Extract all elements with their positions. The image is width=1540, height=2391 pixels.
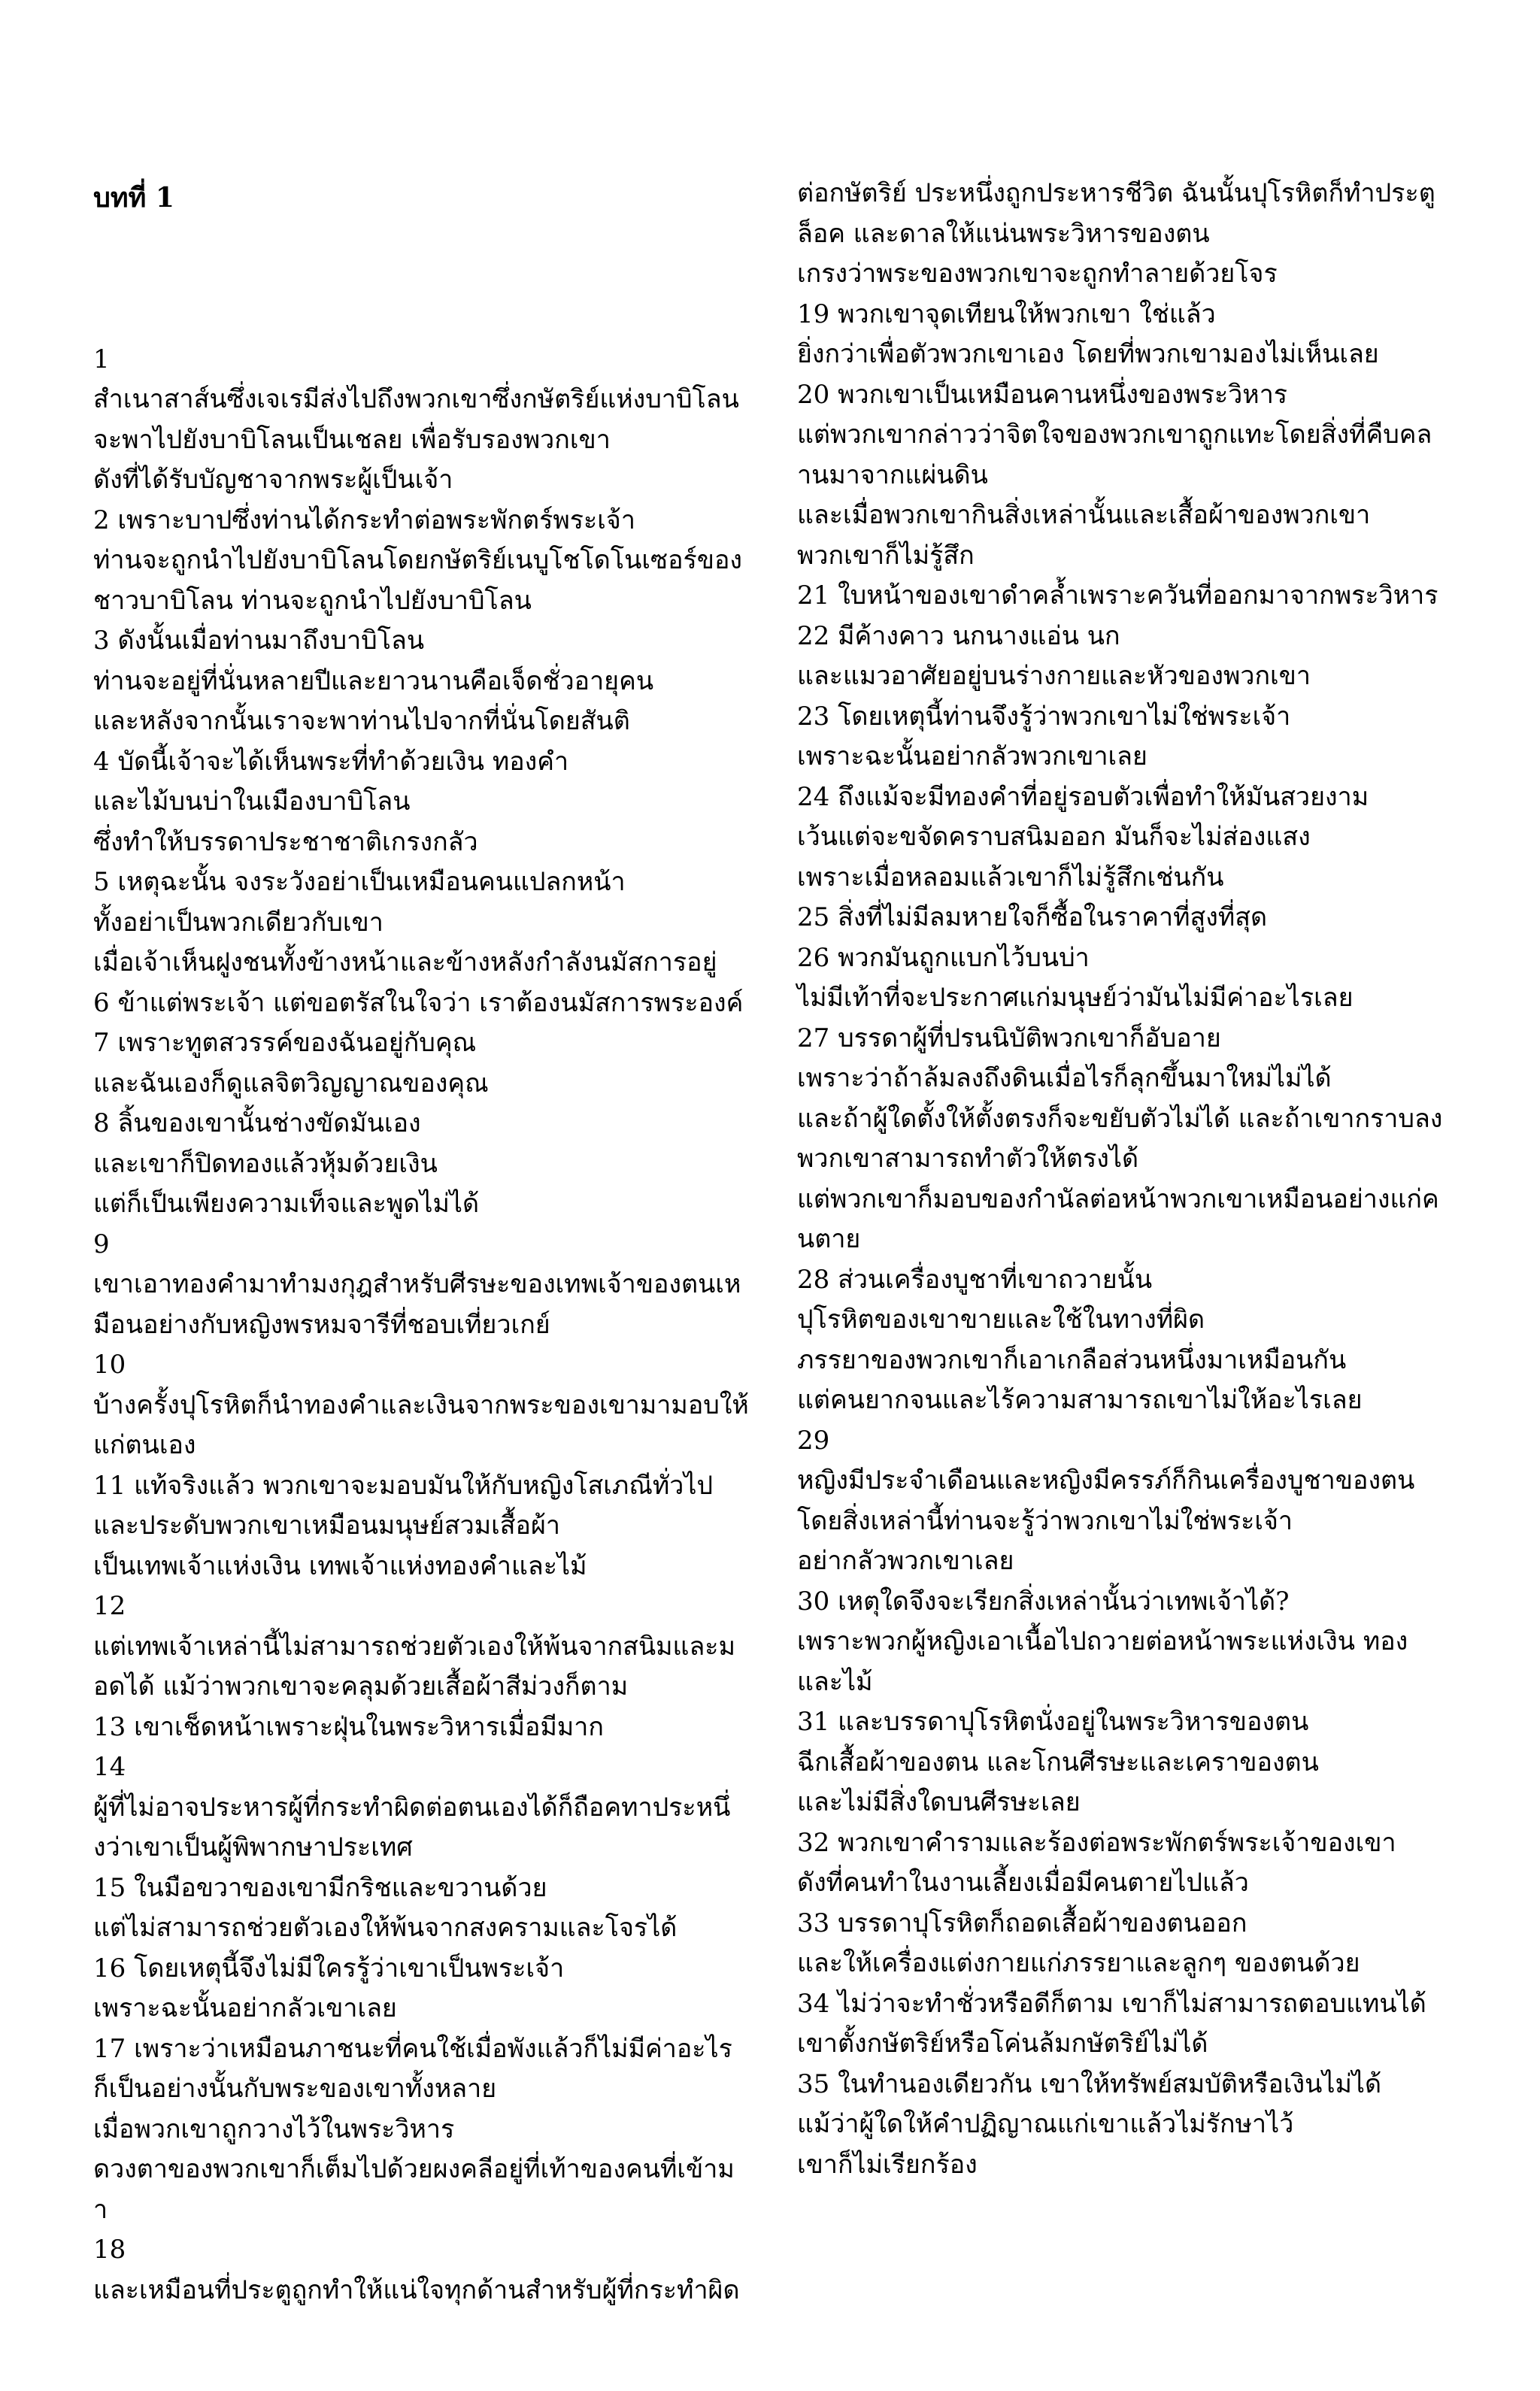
text-line: แต่คนยากจนและไร้ความสามารถเขาไม่ให้อะไรเลย bbox=[797, 1385, 1363, 1415]
text-line: และฉันเองก็ดูแลจิตวิญญาณของคุณ bbox=[93, 1068, 489, 1099]
text-line: 7 เพราะทูตสวรรค์ของฉันอยู่กับคุณ bbox=[93, 1028, 477, 1058]
text-line: 17 เพราะว่าเหมือนภาชนะที่คนใช้เมื่อพังแล้วก็ไม่มีค่าอะไร bbox=[93, 2033, 732, 2064]
text-line: 21 ใบหน้าของเขาดำคล้ำเพราะควันที่ออกมาจากพระวิหาร bbox=[797, 580, 1438, 611]
text-line: 12 bbox=[93, 1591, 126, 1621]
text-line: 33 บรรดาปุโรหิตก็ถอดเสื้อผ้าของตนออก bbox=[797, 1908, 1247, 1938]
text-line: เขาตั้งกษัตริย์หรือโค่นล้มกษัตริย์ไม่ได้ bbox=[797, 2029, 1208, 2059]
text-line: ทั้งอย่าเป็นพวกเดียวกับเขา bbox=[93, 907, 383, 938]
text-line: 8 ลิ้นของเขานั้นช่างขัดมันเอง bbox=[93, 1108, 421, 1138]
text-line: 30 เหตุใดจึงจะเรียกสิ่งเหล่านั้นว่าเทพเจ้าได้? bbox=[797, 1586, 1290, 1617]
text-line: และไม้ bbox=[797, 1666, 873, 1697]
text-line: เมื่อเจ้าเห็นฝูงชนทั้งข้างหน้าและข้างหลังกำลังนมัสการอยู่ bbox=[93, 947, 717, 977]
text-line: ดวงตาของพวกเขาก็เต็มไปด้วยผงคลีอยู่ที่เท้าของคนที่เข้าม bbox=[93, 2154, 735, 2184]
text-line: 31 และบรรดาปุโรหิตนั่งอยู่ในพระวิหารของตน bbox=[797, 1707, 1309, 1737]
left-column bbox=[93, 98, 755, 2391]
text-line: 4 บัดนี้เจ้าจะได้เห็นพระที่ทำด้วยเงิน ทองคำ bbox=[93, 746, 569, 777]
text-line: ล็อค และดาลให้แน่นพระวิหารของตน bbox=[797, 218, 1210, 249]
text-line: ไม่มีเท้าที่จะประกาศแก่มนุษย์ว่ามันไม่มีค่าอะไรเลย bbox=[797, 983, 1354, 1013]
text-line: และแมวอาศัยอยู่บนร่างกายและหัวของพวกเขา bbox=[797, 661, 1311, 691]
text-line: 10 bbox=[93, 1350, 126, 1380]
text-line: และเขาก็ปิดทองแล้วหุ้มด้วยเงิน bbox=[93, 1148, 438, 1179]
text-line: 13 เขาเช็ดหน้าเพราะฝุ่นในพระวิหารเมื่อมีมาก bbox=[93, 1711, 604, 1742]
text-line: เพราะฉะนั้นอย่ากลัวพวกเขาเลย bbox=[797, 741, 1147, 771]
text-line: 14 bbox=[93, 1752, 126, 1782]
text-line: และถ้าผู้ใดตั้งให้ตั้งตรงก็จะขยับตัวไม่ได้ และถ้าเขากราบลง bbox=[797, 1103, 1443, 1134]
right-text bbox=[797, 174, 1459, 2185]
text-line: หญิงมีประจำเดือนและหญิงมีครรภ์ก็กินเครื่องบูชาของตน bbox=[797, 1465, 1415, 1496]
chapter-heading: บทที่ 1 bbox=[93, 182, 174, 214]
text-line: และเหมือนที่ประตูถูกทำให้แน่ใจทุกด้านสำหรับผู้ที่กระทำผิด bbox=[93, 2274, 740, 2305]
text-line: อดได้ แม้ว่าพวกเขาจะคลุมด้วยเสื้อผ้าสีม่วงก็ตาม bbox=[93, 1671, 629, 1702]
text-line: เพราะพวกผู้หญิงเอาเนื้อไปถวายต่อหน้าพระแห่งเงิน ทอง bbox=[797, 1626, 1408, 1656]
text-line: 28 ส่วนเครื่องบูชาที่เขาถวายนั้น bbox=[797, 1264, 1153, 1295]
text-line: เพราะฉะนั้นอย่ากลัวเขาเลย bbox=[93, 1993, 397, 2023]
text-line: และไม่มีสิ่งใดบนศีรษะเลย bbox=[797, 1787, 1081, 1817]
text-line: 11 แท้จริงแล้ว พวกเขาจะมอบมันให้กับหญิงโสเภณีทั่วไป bbox=[93, 1470, 714, 1501]
text-line: เว้นแต่จะขจัดคราบสนิมออก มันก็จะไม่ส่องแสง bbox=[797, 822, 1311, 852]
text-line: อย่ากลัวพวกเขาเลย bbox=[797, 1546, 1014, 1576]
text-line: 15 ในมือขวาของเขามีกริชและขวานด้วย bbox=[93, 1872, 547, 1903]
text-line: ต่อกษัตริย์ ประหนึ่งถูกประหารชีวิต ฉันนั้นปุโรหิตก็ทำประตู bbox=[797, 178, 1435, 208]
text-line: งว่าเขาเป็นผู้พิพากษาประเทศ bbox=[93, 1832, 413, 1862]
text-line: เมื่อพวกเขาถูกวางไว้ในพระวิหาร bbox=[93, 2114, 455, 2144]
text-line: ท่านจะอยู่ที่นั่นหลายปีและยาวนานคือเจ็ดชั่วอายุคน bbox=[93, 665, 654, 696]
text-line: เขาเอาทองคำมาทำมงกุฎสำหรับศีรษะของเทพเจ้าของตนเห bbox=[93, 1269, 741, 1299]
text-line: 1 bbox=[93, 344, 110, 374]
text-line: เขาก็ไม่เรียกร้อง bbox=[797, 2149, 978, 2180]
text-line: 16 โดยเหตุนี้จึงไม่มีใครรู้ว่าเขาเป็นพระเจ้า bbox=[93, 1953, 565, 1983]
text-line: ดังที่คนทำในงานเลี้ยงเมื่อมีคนตายไปแล้ว bbox=[797, 1868, 1249, 1898]
text-line: 26 พวกมันถูกแบกไว้บนบ่า bbox=[797, 942, 1090, 973]
text-line: แต่พวกเขากล่าวว่าจิตใจของพวกเขาถูกแทะโดยสิ่งที่คืบคล bbox=[797, 420, 1432, 450]
text-line: 25 สิ่งที่ไม่มีลมหายใจก็ซื้อในราคาที่สูงที่สุด bbox=[797, 902, 1268, 932]
text-line: 9 bbox=[93, 1229, 110, 1259]
text-line: และหลังจากนั้นเราจะพาท่านไปจากที่นั่นโดยสันติ bbox=[93, 706, 630, 736]
text-line: เพราะว่าถ้าล้มลงถึงดินเมื่อไรก็ลุกขึ้นมาใหม่ไม่ได้ bbox=[797, 1063, 1332, 1093]
text-line: แต่พวกเขาก็มอบของกำนัลต่อหน้าพวกเขาเหมือนอย่างแก่ค bbox=[797, 1183, 1439, 1214]
text-line: 35 ในทำนองเดียวกัน เขาให้ทรัพย์สมบัติหรือเงินไม่ได้ bbox=[797, 2068, 1382, 2099]
text-line: พวกเขาสามารถทำตัวให้ตรงได้ bbox=[797, 1144, 1139, 1174]
text-line: สำเนาสาส์นซึ่งเจเรมีส่งไปถึงพวกเขาซึ่งกษัตริย์แห่งบาบิโลน bbox=[93, 384, 739, 414]
text-line: นตาย bbox=[797, 1224, 861, 1254]
text-line: ปุโรหิตของเขาขายและใช้ในทางที่ผิด bbox=[797, 1305, 1205, 1335]
text-line: แม้ว่าผู้ใดให้คำปฏิญาณแก่เขาแล้วไม่รักษาไว้ bbox=[797, 2109, 1294, 2139]
text-line: 24 ถึงแม้จะมีทองคำที่อยู่รอบตัวเพื่อทำให้มันสวยงาม bbox=[797, 781, 1369, 812]
text-line: แต่ไม่สามารถช่วยตัวเองให้พ้นจากสงครามและโจรได้ bbox=[93, 1913, 678, 1943]
text-line: ก็เป็นอย่างนั้นกับพระของเขาทั้งหลาย bbox=[93, 2074, 497, 2104]
text-line: 29 bbox=[797, 1425, 830, 1456]
text-line: า bbox=[93, 2194, 108, 2225]
text-line: 27 บรรดาผู้ที่ปรนนิบัติพวกเขาก็อับอาย bbox=[797, 1023, 1221, 1053]
text-line: 18 bbox=[93, 2235, 126, 2265]
text-line: ผู้ที่ไม่อาจประหารผู้ที่กระทำผิดต่อตนเองได้ก็ถือคทาประหนึ่ bbox=[93, 1792, 731, 1823]
text-line: ดังที่ได้รับบัญชาจากพระผู้เป็นเจ้า bbox=[93, 465, 453, 495]
text-line: 20 พวกเขาเป็นเหมือนคานหนึ่งของพระวิหาร bbox=[797, 379, 1288, 410]
text-line: โดยสิ่งเหล่านี้ท่านจะรู้ว่าพวกเขาไม่ใช่พระเจ้า bbox=[797, 1505, 1293, 1536]
text-line: แก่ตนเอง bbox=[93, 1430, 196, 1460]
text-line: ภรรยาของพวกเขาก็เอาเกลือส่วนหนึ่งมาเหมือนกัน bbox=[797, 1344, 1347, 1375]
left-text bbox=[93, 340, 755, 2311]
text-line: และไม้บนบ่าในเมืองบาบิโลน bbox=[93, 786, 411, 817]
right-column bbox=[797, 93, 1459, 2265]
text-line: 3 ดังนั้นเมื่อท่านมาถึงบาบิโลน bbox=[93, 626, 425, 656]
text-line: ฉีกเสื้อผ้าของตน และโกนศีรษะและเคราของตน bbox=[797, 1747, 1319, 1777]
text-line: พวกเขาก็ไม่รู้สึก bbox=[797, 540, 975, 571]
text-line: 34 ไม่ว่าจะทำชั่วหรือดีก็ตาม เขาก็ไม่สามารถตอบแทนได้ bbox=[797, 1988, 1426, 2019]
text-line: านมาจากแผ่นดิน bbox=[797, 459, 988, 490]
text-line: และให้เครื่องแต่งกายแก่ภรรยาและลูกๆ ของตนด้วย bbox=[797, 1948, 1360, 1978]
text-line: ท่านจะถูกนำไปยังบาบิโลนโดยกษัตริย์เนบูโชโดโนเซอร์ของ bbox=[93, 545, 743, 575]
text-line: จะพาไปยังบาบิโลนเป็นเชลย เพื่อรับรองพวกเขา bbox=[93, 424, 611, 455]
text-line: บ้างครั้งปุโรหิตก็นำทองคำและเงินจากพระของเขามามอบให้ bbox=[93, 1389, 749, 1420]
text-line: เป็นเทพเจ้าแห่งเงิน เทพเจ้าแห่งทองคำและไม้ bbox=[93, 1550, 587, 1581]
text-line: 32 พวกเขาคำรามและร้องต่อพระพักตร์พระเจ้าของเขา bbox=[797, 1827, 1396, 1858]
text-line: ชาวบาบิโลน ท่านจะถูกนำไปยังบาบิโลน bbox=[93, 585, 532, 616]
text-line: แต่ก็เป็นเพียงความเท็จและพูดไม่ได้ bbox=[93, 1189, 480, 1219]
text-line: 6 ข้าแต่พระเจ้า แต่ขอตรัสในใจว่า เราต้องนมัสการพระองค์ bbox=[93, 987, 744, 1018]
text-line: 23 โดยเหตุนี้ท่านจึงรู้ว่าพวกเขาไม่ใช่พระเจ้า bbox=[797, 701, 1291, 732]
text-line: เพราะเมื่อหลอมแล้วเขาก็ไม่รู้สึกเช่นกัน bbox=[797, 862, 1224, 892]
text-line: 2 เพราะบาปซึ่งท่านได้กระทำต่อพระพักตร์พระเจ้า bbox=[93, 505, 635, 535]
text-line: ยิ่งกว่าเพื่อตัวพวกเขาเอง โดยที่พวกเขามองไม่เห็นเลย bbox=[797, 339, 1379, 369]
text-line: 22 มีค้างคาว นกนางแอ่น นก bbox=[797, 620, 1120, 651]
text-line: และเมื่อพวกเขากินสิ่งเหล่านั้นและเสื้อผ้าของพวกเขา bbox=[797, 500, 1371, 530]
text-line: 5 เหตุฉะนั้น จงระวังอย่าเป็นเหมือนคนแปลกหน้า bbox=[93, 867, 626, 897]
text-line: และประดับพวกเขาเหมือนมนุษย์สวมเสื้อผ้า bbox=[93, 1511, 560, 1541]
text-line: เกรงว่าพระของพวกเขาจะถูกทำลายด้วยโจร bbox=[797, 259, 1278, 289]
text-line: 19 พวกเขาจุดเทียนให้พวกเขา ใช่แล้ว bbox=[797, 298, 1216, 329]
text-line: ซึ่งทำให้บรรดาประชาชาติเกรงกลัว bbox=[93, 826, 478, 857]
text-line: มือนอย่างกับหญิงพรหมจารีที่ชอบเที่ยวเกย์ bbox=[93, 1309, 550, 1340]
text-line: แต่เทพเจ้าเหล่านี้ไม่สามารถช่วยตัวเองให้พ้นจากสนิมและม bbox=[93, 1631, 735, 1662]
